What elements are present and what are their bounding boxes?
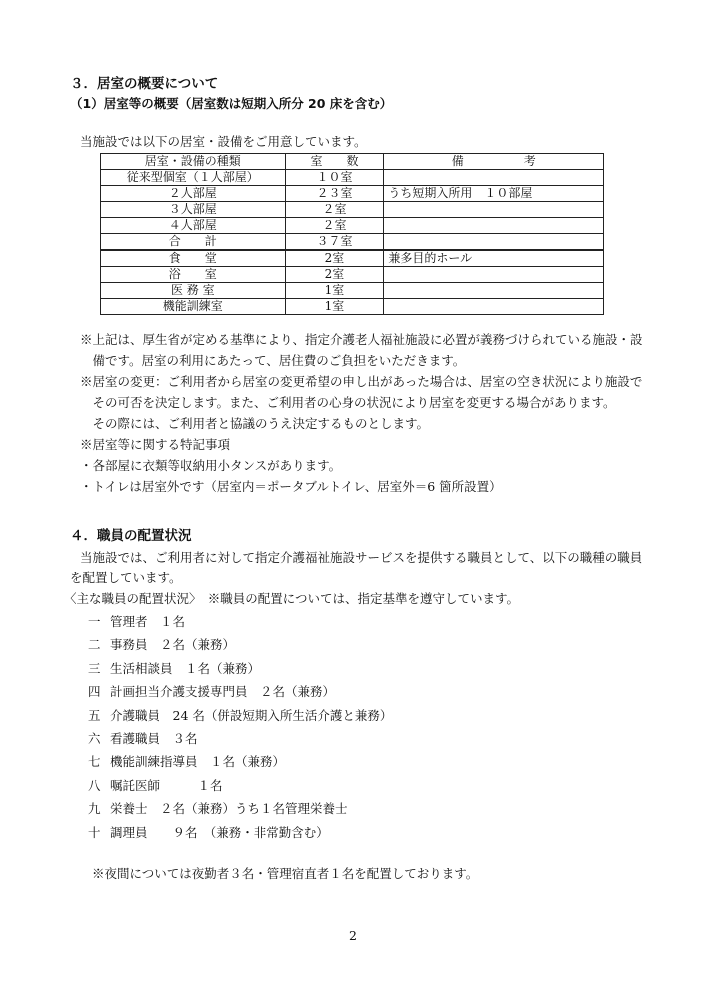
room-note <box>384 170 604 186</box>
room-count: 2室 <box>285 267 384 283</box>
note-line: その際には、ご利用者と協議のうえ決定するものとします。 <box>80 416 430 431</box>
rooms-table <box>100 153 604 315</box>
main-staff-heading: 〈主な職員の配置状況〉 ※職員の配置については、指定基準を遵守しています。 <box>64 591 520 606</box>
staff-number: 九 <box>88 801 101 817</box>
room-note <box>384 234 604 251</box>
list-item <box>88 610 392 633</box>
room-type: 医 務 室 <box>101 283 286 299</box>
room-note <box>384 267 604 283</box>
room-count: 1室 <box>285 283 384 299</box>
room-type: 浴 室 <box>101 267 286 283</box>
table-row <box>101 283 604 299</box>
table-row <box>101 218 604 234</box>
room-note <box>384 299 604 315</box>
staff-text: 管理者 １名 <box>110 614 186 629</box>
note-line: その可否を決定します。また、ご利用者の心身の状況により居室を変更する場合があります。 <box>80 395 616 410</box>
staff-number: 一 <box>88 614 101 629</box>
room-count: 2室 <box>285 250 384 267</box>
header-type: 居室・設備の種類 <box>101 154 286 170</box>
table-row <box>101 170 604 186</box>
list-item <box>88 797 392 820</box>
room-count: 1室 <box>285 299 384 315</box>
staff-text: 嘱託医師 １名 <box>110 777 223 793</box>
night-shift-note: ※夜間については夜勤者３名・管理宿直者１名を配置しております。 <box>92 866 479 881</box>
table-row <box>101 299 604 315</box>
staff-text: 生活相談員 １名（兼務） <box>110 660 261 676</box>
room-note <box>384 202 604 218</box>
header-note: 備 考 <box>384 154 604 170</box>
list-item <box>88 633 392 656</box>
header-count: 室 数 <box>285 154 384 170</box>
table-row <box>101 234 604 251</box>
table-row <box>101 202 604 218</box>
room-type: 食 堂 <box>101 250 286 267</box>
list-item <box>88 657 392 680</box>
list-item <box>88 727 392 750</box>
staff-number: 五 <box>88 707 101 723</box>
list-item <box>88 750 392 773</box>
list-item <box>88 774 392 797</box>
room-type: 合 計 <box>101 234 286 251</box>
staff-text: 介護職員 24 名（併設短期入所生活介護と兼務） <box>110 707 393 723</box>
note-line: ・各部屋に衣類等収納用小タンスがあります。 <box>80 458 342 473</box>
table-row <box>101 186 604 202</box>
room-type: ３人部屋 <box>101 202 286 218</box>
staff-number: 二 <box>88 637 101 653</box>
staff-number: 六 <box>88 730 101 746</box>
staff-text: 調理員 ９名 （兼務・非常勤含む） <box>110 824 329 840</box>
note-line: ・トイレは居室外です（居室内＝ポータブルトイレ、居室外＝6 箇所設置） <box>80 479 502 494</box>
staff-number: 三 <box>88 660 101 676</box>
room-count: １０室 <box>285 170 384 186</box>
room-note: うち短期入所用 １０部屋 <box>384 186 604 202</box>
staff-text: 看護職員 ３名 <box>110 730 198 746</box>
table-header-row <box>101 154 604 170</box>
page-number: 2 <box>349 928 357 943</box>
section3-notes <box>80 329 643 497</box>
staff-number: 八 <box>88 777 101 793</box>
note-line: 備です。居室の利用にあたって、居住費のご負担をいただきます。 <box>80 353 466 368</box>
staff-number: 七 <box>88 754 101 770</box>
section4-intro-line1: 当施設では、ご利用者に対して指定介護福祉施設サービスを提供する職員として、以下の職種の職員 <box>80 550 643 565</box>
room-count: ２室 <box>285 202 384 218</box>
room-count: ２室 <box>285 218 384 234</box>
section3-intro: 当施設では以下の居室・設備をご用意しています。 <box>80 134 367 149</box>
note-line: ※居室の変更：ご利用者から居室の変更希望の申し出があった場合は、居室の空き状況により施設で <box>80 374 643 389</box>
list-item <box>88 821 392 844</box>
note-line: ※上記は、厚生省が定める基準により、指定介護老人福祉施設に必置が義務づけられている施設・設 <box>80 332 643 347</box>
section4-intro-line2: を配置しています。 <box>70 570 182 585</box>
staff-text: 栄養士 ２名（兼務）うち１名管理栄養士 <box>110 801 348 817</box>
staff-text: 計画担当介護支援専門員 ２名（兼務） <box>110 684 336 700</box>
room-count: ２３室 <box>285 186 384 202</box>
staff-number: 四 <box>88 684 101 700</box>
staff-text: 機能訓練指導員 １名（兼務） <box>110 754 286 770</box>
room-type: ４人部屋 <box>101 218 286 234</box>
staff-text: 事務員 ２名（兼務） <box>110 637 236 653</box>
staff-list <box>88 610 392 844</box>
room-note: 兼多目的ホール <box>384 250 604 267</box>
table-row <box>101 267 604 283</box>
room-note <box>384 218 604 234</box>
note-line: ※居室等に関する特記事項 <box>80 437 231 452</box>
room-type: 機能訓練室 <box>101 299 286 315</box>
room-type: 従来型個室（１人部屋） <box>101 170 286 186</box>
room-note <box>384 283 604 299</box>
section3-title: ３．居室の概要について <box>70 76 219 92</box>
staff-number: 十 <box>88 824 101 840</box>
room-count: ３７室 <box>285 234 384 251</box>
room-type: ２人部屋 <box>101 186 286 202</box>
section4-title: ４．職員の配置状況 <box>70 528 192 544</box>
section3-subtitle: （1）居室等の概要（居室数は短期入所分 20 床を含む） <box>70 96 393 111</box>
list-item <box>88 704 392 727</box>
list-item <box>88 680 392 703</box>
table-row <box>101 250 604 267</box>
